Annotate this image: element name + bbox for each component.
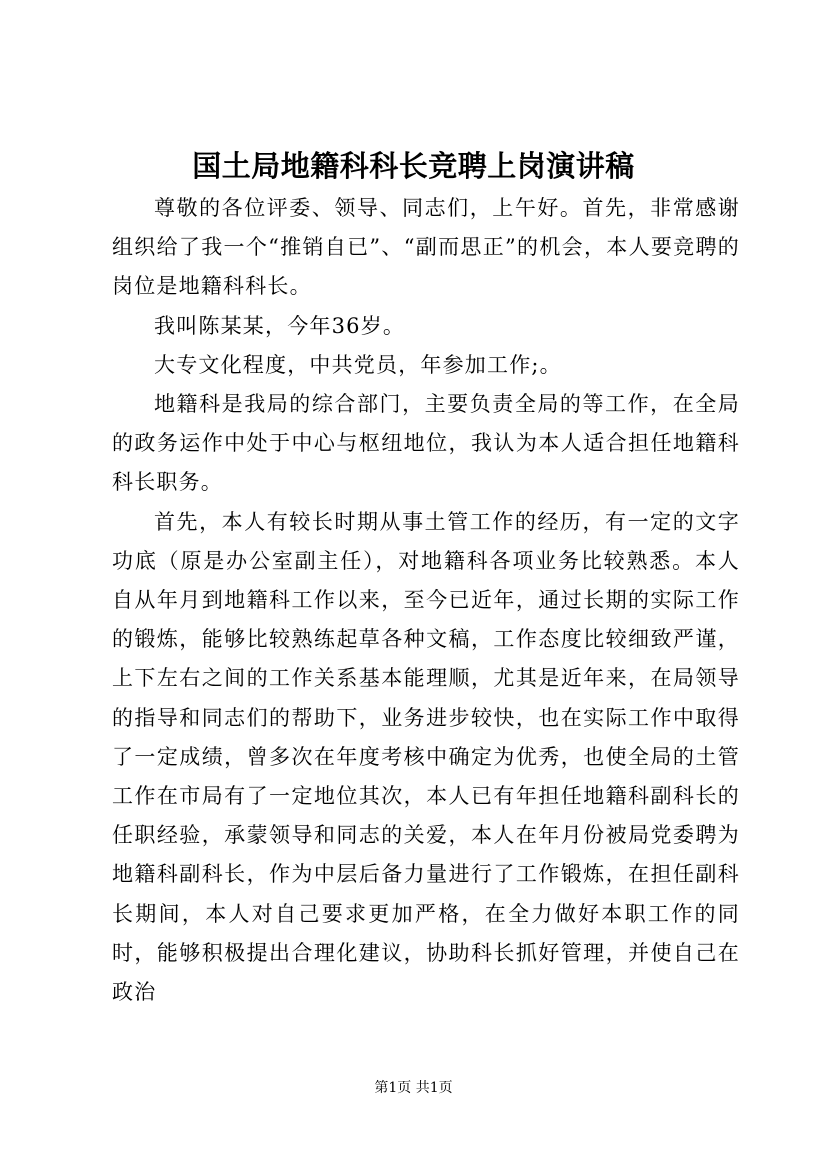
paragraph-department: 地籍科是我局的综合部门，主要负责全局的等工作，在全局的政务运作中处于中心与枢纽地位，我认为本人适合担任地籍科科长职务。 <box>112 392 740 495</box>
paragraph-greeting: 尊敬的各位评委、领导、同志们，上午好。首先，非常感谢组织给了我一个“推销自已”、“副而思正”的机会，本人要竞聘的岗位是地籍科科长。 <box>112 196 740 299</box>
paragraph-education: 大专文化程度，中共党员，年参加工作;。 <box>154 352 562 377</box>
paragraph-name-age: 我叫陈某某，今年36岁。 <box>154 313 406 338</box>
page-footer: 第1页 共1页 <box>374 1080 453 1096</box>
document-title: 国土局地籍科科长竞聘上岗演讲稿 <box>192 149 635 183</box>
document-body <box>112 189 740 1012</box>
paragraph-experience: 首先，本人有较长时期从事土管工作的经历，有一定的文字功底（原是办公室副主任），对地籍科各项业务比较熟悉。本人自从年月到地籍科工作以来，至今已近年，通过长期的实际工作的锻炼，能够比较熟练起草各种文稿，工作态度比较细致严谨，上下左右之间的工作关系基本能理顺，尤其是近年来，在局领导的指导和同志们的帮助下，业务进步较快，也在实际工作中取得了一定成绩，曾多次在年度考核中确定为优秀，也使全局的土管工作在市局有了一定地位其次，本人已有年担任地籍科副科长的任职经验，承蒙领导和同志的关爱，本人在年月份被局党委聘为地籍科副科长，作为中层后备力量进行了工作锻炼，在担任副科长期间，本人对自己要求更加严格，在全力做好本职工作的同时，能够积极提出合理化建议，协助科长抓好管理，并使自己在政治 <box>112 509 740 1005</box>
